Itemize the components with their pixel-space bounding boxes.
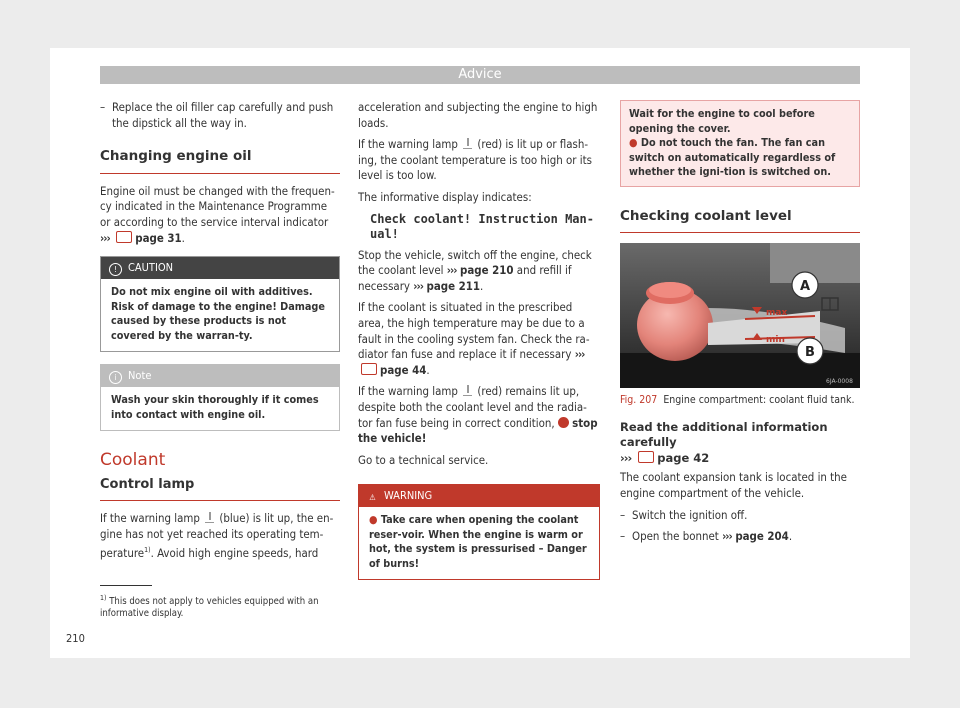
column-2 xyxy=(358,100,600,592)
paragraph: The coolant expansion tank is located in the engine compartment of the vehicle. xyxy=(620,470,847,500)
column-3 xyxy=(620,100,860,545)
paragraph: If the warning lamp (blue) is lit up, the en-gine has not yet reached its operating tem-perature$^{1)}$. Avoid high engine speeds, hard xyxy=(100,511,334,560)
caution-text: Do not mix engine oil with additives. Risk of damage to the engine! Damage caused by these products is not covered by the warran-ty. xyxy=(111,285,325,342)
note-box xyxy=(100,364,340,431)
callout-b: B xyxy=(805,345,815,361)
instruction-item: – Replace the oil filler cap carefully and push the dipstick all the way in. xyxy=(100,100,340,131)
book-icon xyxy=(361,363,377,375)
warning-text: Take care when opening the coolant reser-voir. When the engine is warm or hot, the system is pressurised – Danger of burns! xyxy=(369,513,587,570)
display-message: Check coolant! Instruction Man-ual! xyxy=(370,211,594,241)
bullet-icon: ● xyxy=(369,513,378,527)
bullet-icon: ● xyxy=(629,136,638,149)
warning-continuation-box xyxy=(620,100,860,187)
footnote-divider xyxy=(100,585,152,586)
chapter-heading: Coolant xyxy=(100,450,166,471)
paragraph: If the warning lamp (red) is lit up or flash-ing, the coolant temperature is too high or its level is too low. xyxy=(358,137,592,183)
min-label: min xyxy=(766,335,785,346)
read-info-heading: Read the additional information carefully ››› page 42 xyxy=(620,419,828,465)
note-text: Wash your skin thoroughly if it comes into contact with engine oil. xyxy=(111,393,319,421)
coolant-lamp-icon xyxy=(205,512,214,523)
info-icon: ! xyxy=(109,263,122,276)
page-link[interactable]: ››› page 42 xyxy=(620,450,710,465)
footnote: $^{1)}$ This does not apply to vehicles equipped with an informative display. xyxy=(100,594,319,620)
page-number: 210 xyxy=(66,632,85,645)
warning-text: Wait for the engine to cool before opening the cover. xyxy=(629,107,815,135)
page-link[interactable]: ››› page 31 xyxy=(100,230,182,245)
paragraph: Stop the vehicle, switch off the engine, check the coolant level ››› page 210 and refill if necessary ››› page 211. xyxy=(358,247,592,293)
instruction-text: Replace the oil filler cap carefully and push the dipstick all the way in. xyxy=(112,100,334,130)
page-link[interactable]: ››› page 211 xyxy=(413,278,480,293)
book-icon xyxy=(638,451,654,463)
stop-icon xyxy=(558,417,569,428)
figure-code: 6JA-0008 xyxy=(826,378,853,386)
footnote-ref: 1) xyxy=(144,545,151,554)
section-heading: Changing engine oil xyxy=(100,145,340,174)
max-label: max xyxy=(766,308,788,319)
warning-box xyxy=(358,484,600,580)
page-header: Advice xyxy=(100,66,860,84)
paragraph: acceleration and subjecting the engine to high loads. xyxy=(358,100,598,130)
column-1 xyxy=(100,100,340,567)
page-link[interactable]: ››› page 204 xyxy=(722,529,789,544)
paragraph: The informative display indicates: xyxy=(358,189,532,204)
figure-caption: Fig. 207 Engine compartment: coolant fluid tank. xyxy=(620,394,855,407)
paragraph: Engine oil must be changed with the frequen-cy indicated in the Maintenance Programme or according to the service interval indicator ››› page 31. xyxy=(100,183,335,245)
warning-header: ⚠ WARNING xyxy=(359,485,599,507)
instruction-item: – Switch the ignition off. xyxy=(620,507,748,522)
paragraph: If the coolant is situated in the prescribed area, the high temperature may be due to a fault in the cooling system fan. Check the ra-diator fan fuse and replace it if necessary ››› page 44. xyxy=(358,300,590,377)
coolant-tank-photo xyxy=(620,243,860,388)
warning-text: Do not touch the fan. The fan can switch on automatically regardless of whether the igni-tion is switched on. xyxy=(629,136,836,178)
paragraph: If the warning lamp (red) remains lit up, despite both the coolant level and the radia-tor fan fuse being in correct condition, stop the vehicle! xyxy=(358,384,598,446)
page-link[interactable]: ››› page 210 xyxy=(446,263,514,278)
info-icon: i xyxy=(109,371,122,384)
coolant-lamp-icon xyxy=(463,385,472,396)
note-header: i Note xyxy=(101,365,339,387)
instruction-item: – Open the bonnet ››› page 204. xyxy=(620,529,793,544)
callout-a: A xyxy=(799,279,811,295)
book-icon xyxy=(116,231,132,243)
section-heading: Control lamp xyxy=(100,477,340,502)
paragraph: Go to a technical service. xyxy=(358,452,489,467)
warning-icon: ⚠ xyxy=(369,493,376,503)
caution-header: ! CAUTION xyxy=(101,257,339,279)
coolant-lamp-icon xyxy=(463,138,472,149)
section-heading: Checking coolant level xyxy=(620,209,860,234)
caution-box xyxy=(100,256,340,352)
page-link[interactable]: ››› page 44 xyxy=(358,347,584,377)
